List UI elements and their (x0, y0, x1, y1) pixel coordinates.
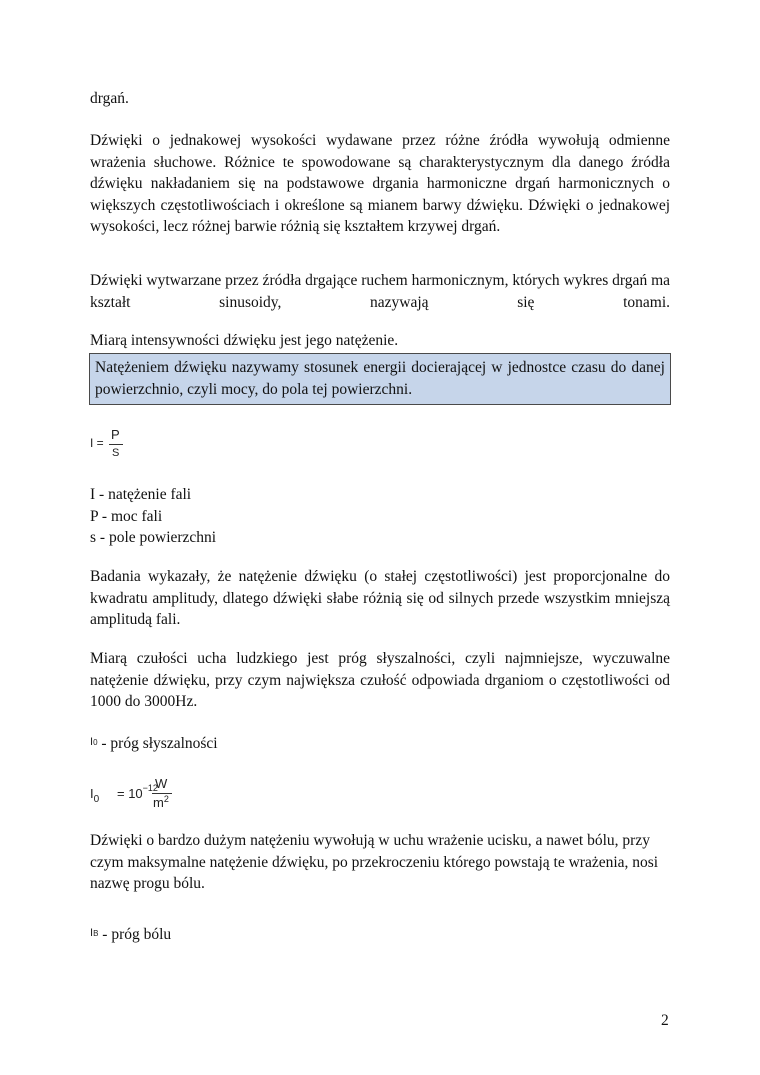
formula-denominator: S (112, 447, 120, 459)
formula-threshold-numerator: W (155, 776, 168, 791)
definition-item: I - natężenie fali (90, 486, 192, 503)
fraction-line (109, 444, 123, 445)
paragraph-pain-threshold: Dźwięki o bardzo dużym natężeniu wywołują w uchu wrażenie ucisku, a nawet bólu, przy czym maksymalne natężenie dźwięku, po przekroczeniu którego powstają te wrażenia, nosi nazwę progu bólu. (90, 832, 659, 892)
fraction-line (152, 793, 172, 794)
symbol-definitions (90, 484, 216, 549)
rhs-exponent: −12 (142, 783, 158, 793)
symbol-ib (90, 927, 98, 939)
formula-threshold (90, 776, 210, 816)
denominator-unit: m (153, 795, 164, 810)
symbol-i0 (90, 736, 98, 748)
page-number: 2 (661, 1012, 669, 1029)
denominator-exponent: 2 (163, 794, 169, 804)
symbol-subscript: 0 (93, 738, 98, 747)
definition-text: Natężeniem dźwięku nazywamy stosunek energii docierającej w jednostce czasu do danej powierzchnio, czyli mocy, do pola tej powierzchni. (95, 359, 665, 398)
lhs-letter: I (90, 786, 94, 801)
threshold-hearing-label: - próg słyszalności (97, 735, 218, 752)
paragraph-intensity-measure: Miarą intensywności dźwięku jest jego natężenie. (90, 332, 399, 349)
definition-item: P - moc fali (90, 507, 163, 525)
paragraph-tones: Dźwięki wytwarzane przez źródła drgające ruchem harmonicznym, których wykres drgań ma kształt sinusoidy, nazywają się tonami. (90, 272, 671, 311)
definition-box (89, 353, 671, 405)
lhs-subscript: 0 (93, 794, 100, 805)
formula-lhs: I = (90, 436, 104, 450)
threshold-pain-line (90, 924, 171, 948)
symbol-letter: I (90, 736, 94, 748)
definition-item: s - pole powierzchni (90, 529, 217, 546)
paragraph-timbre: Dźwięki o jednakowej wysokości wydawane przez różne źródła wywołują odmienne wrażenia słuchowe. Różnice te spowodowane są charakterystycznym dla danego źródła dźwięku nakładaniem się na podstawowe drgania harmoniczne drgań harmonicznych o większych częstotliwościach i określone są mianem barwy dźwięku. Dźwięki o jednakowej wysokości, lecz różnej barwie różnią się kształtem krzywej drgań. (90, 132, 670, 235)
formula-threshold-denominator (153, 795, 169, 810)
paragraph-continuation: drgań. (90, 90, 129, 107)
symbol-letter: I (90, 927, 94, 939)
rhs-base: = 10 (117, 786, 143, 801)
paragraph-hearing-threshold: Miarą czułości ucha ludzkiego jest próg słyszalności, czyli najmniejsze, wyczuwalne natężenie dźwięku, przy czym największa czułość odpowiada drganiom o częstotliwości od 1000 do 3000Hz. (90, 650, 670, 710)
threshold-hearing-line (90, 733, 218, 757)
formula-numerator: P (111, 427, 120, 442)
symbol-subscript: B (93, 929, 99, 938)
formula-threshold-lhs (90, 786, 100, 805)
formula-intensity (90, 427, 140, 467)
paragraph-amplitude: Badania wykazały, że natężenie dźwięku (o stałej częstotliwości) jest proporcjonalne do kwadratu amplitudy, dlatego dźwięki słabe różnią się od silnych przede wszystkim mniejszą amplitudą fali. (90, 568, 670, 628)
threshold-pain-label: - próg bólu (98, 926, 172, 943)
